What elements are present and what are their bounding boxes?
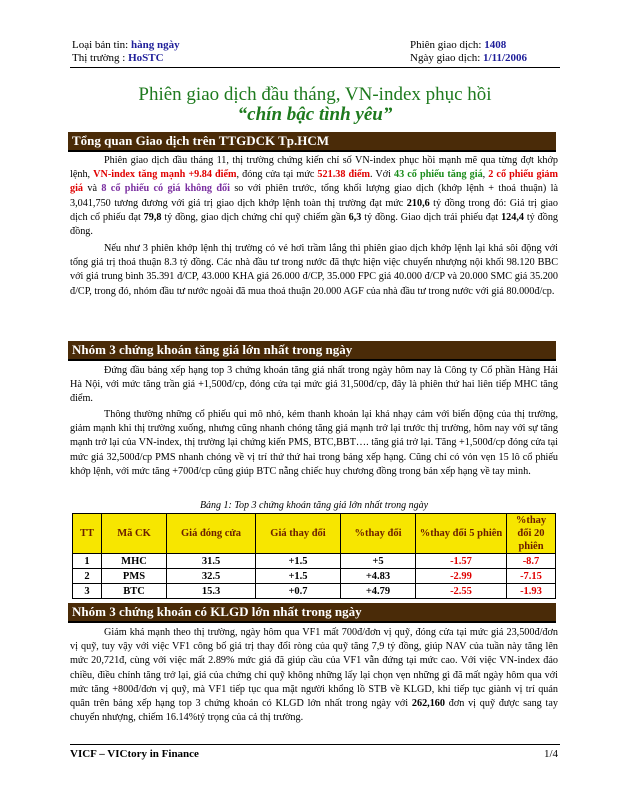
table-header-cell: Giá thay đổi: [256, 514, 341, 554]
section-top-gainers-heading: Nhóm 3 chứng khoán tăng giá lớn nhất trong ngày: [68, 341, 556, 361]
table-cell: -1.93: [507, 584, 556, 599]
table-header-cell: Giá đóng cửa: [167, 514, 256, 554]
table-cell: PMS: [102, 569, 167, 584]
news-type: Loại bản tin: hàng ngày: [72, 39, 180, 51]
page-number: 1/4: [543, 748, 558, 760]
table-header-cell: %thay đổi: [341, 514, 416, 554]
table-cell: 2: [73, 569, 102, 584]
trade-date: Ngày giao dịch: 1/11/2006: [410, 52, 528, 64]
overview-paragraph-1: Phiên giao dịch đầu tháng 11, thị trường chứng kiến chỉ số VN-index phục hồi mạnh mẽ qua từng đợt khớp lệnh, VN-index tăng mạnh +9.84 điểm, đóng cửa tại mức 521.38 điểm. Với 43 cổ phiếu tăng giá, 2 cổ phiếu giảm giá và 8 cổ phiếu có giá không đổi so với phiên trước, tổng khối lượng giao dịch (khớp lệnh + thoả thuận) là 3,041,750 tương đương với giá trị giao dịch khớp lệnh toàn thị trường đạt mức 210,6 tỷ đồng trong đó: Giá trị giao dịch cổ phiếu đạt 79,8 tỷ đồng, giao dịch chứng chỉ quỹ chiếm gần 6,3 tỷ đồng. Giao dịch trái phiếu đạt 124,4 tỷ đồng đồng.: [70, 155, 559, 238]
table-cell: +5: [341, 554, 416, 569]
table-header-cell: Mã CK: [102, 514, 167, 554]
table-cell: -8.7: [507, 554, 556, 569]
table-cell: +1.5: [256, 569, 341, 584]
table-cell: -7.15: [507, 569, 556, 584]
table-header-cell: TT: [73, 514, 102, 554]
table-cell: -2.99: [416, 569, 507, 584]
page-title: Phiên giao dịch đầu tháng, VN-index phục hồi: [138, 84, 492, 105]
gainers-paragraph-2: Thông thường những cổ phiếu qui mô nhỏ, kém thanh khoản lại khá nhạy cảm với biến động của thị trường, giảm mạnh khi thị trường xuống, nhưng cũng nhanh chóng tăng giá mạnh trở lại trước thị trường, hôm nay với sự tăng mạnh trở lại của VN-index, thị trường lại chứng kiến PMS, BTC,BBT…. tăng giá trở lại. Tăng +1,500đ/cp đóng cửa tại mức giá 32,500đ/cp PMS nhanh chóng về vị trí thứ thứ hai trong bảng xếp hạng. Cũng chỉ có vỏn vẹn 15 lô cổ phiếu khớp lệnh, với mức tăng +700đ/cp cũng giúp BTC nẵng chiếc huy chương đồng trong bản xếp hạng về tay mình.: [70, 409, 558, 477]
table-cell: -2.55: [416, 584, 507, 599]
volume-paragraph-1: Giảm khá mạnh theo thị trường, ngày hôm qua VF1 mất 700đ/đơn vị quỹ, đóng cửa tại mức giá 23,500đ/đơn vị quỹ, tuy vậy với việc VF1 công bố giá trị thay đổi ròng của quỹ tăng 7,9 tỷ đồng, giúp NAV của tuần này tăng lên mức 20,721đ, cùng với việc mất 2.89% mức giá đã giúp cầu của VF1 vẫn đứng tại mức cao. Với việc VN-index đảo chiều, điều chỉnh tăng trở lại, giá của chứng chỉ quỹ không những lấy lại chọn vẹn những gì đã mất ngày hôm qua với mức tăng +800đ/đơn vị quỹ, mà VF1 tiếp tục qua mặt người khổng lồ STB về KLGD, khi tiếp tục giành vị trí quán quân trên bảng xếp hạng top 3 chứng khoán có KLGD lớn nhất trong ngày với 262,160 đơn vị quỹ được sang tay chuyển nhượng, chiếm 16.14%tỷ trọng của cả thị trường.: [70, 627, 558, 724]
table-cell: MHC: [102, 554, 167, 569]
top-gainers-table: [72, 513, 556, 599]
table-cell: 32.5: [167, 569, 256, 584]
table-cell: 15.3: [167, 584, 256, 599]
table-row: [73, 554, 556, 569]
table-header-cell: %thay đổi 20 phiên: [507, 514, 556, 554]
table-caption: Bảng 1: Top 3 chứng khoán tăng giá lớn nhất trong ngày: [199, 500, 429, 511]
section-top-volume-heading: Nhóm 3 chứng khoán có KLGD lớn nhất trong ngày: [68, 603, 556, 623]
gainers-paragraph-1: Đứng đầu bảng xếp hạng top 3 chứng khoán tăng giá nhất trong ngày hôm nay là Công ty Cổ phần Hàng Hải Hà Nội, với mức tăng trần giá +1,500đ/cp, đóng cửa tại mức giá 31,500đ/cp, đây là phiên thứ hai liên tiếp MHC tăng điểm.: [70, 365, 558, 405]
footer: [70, 748, 558, 760]
overview-paragraph-2: Nếu như 3 phiên khớp lệnh thị trường có vẻ hơi trầm lắng thì phiên giao dịch khớp lệnh lại khá sôi động với tổng giá trị thoả thuận 8.3 tỷ đồng. Các nhà đầu tư trong nước đã thực hiện việc chuyển nhượng nội khối 98.120 BBC với giá trung bình 35.391 đ/CP, 43.000 KHA giá 26.000 đ/CP, 35.000 FPC giá 40.000 đ/CP và 20.000 SMC giá 35.200 đ/CP, trong đó, nhóm đầu tư nước ngoài đã mua thoả thuận 20.000 AGF của nhà đầu tư trong nước với giá 80.000đ/cp.: [70, 243, 558, 297]
table-header-row: [73, 514, 556, 554]
table-cell: +4.83: [341, 569, 416, 584]
section-overview-heading: Tổng quan Giao dịch trên TTGDCK Tp.HCM: [68, 132, 556, 152]
footer-divider: [70, 744, 560, 745]
table-row: [73, 584, 556, 599]
table-cell: -1.57: [416, 554, 507, 569]
table-row: [73, 569, 556, 584]
table-cell: 1: [73, 554, 102, 569]
table-cell: 3: [73, 584, 102, 599]
session-number: Phiên giao dịch: 1408: [410, 39, 507, 51]
table-cell: +4.79: [341, 584, 416, 599]
table-cell: +0.7: [256, 584, 341, 599]
table-cell: +1.5: [256, 554, 341, 569]
footer-brand: VICF – VICtory in Finance: [70, 748, 199, 760]
table-header-cell: %thay đổi 5 phiên: [416, 514, 507, 554]
table-cell: 31.5: [167, 554, 256, 569]
market: Thị trường : HoSTC: [72, 52, 164, 64]
table-cell: BTC: [102, 584, 167, 599]
header-divider: [70, 67, 560, 68]
page-subtitle: “chín bậc tình yêu”: [237, 104, 393, 125]
